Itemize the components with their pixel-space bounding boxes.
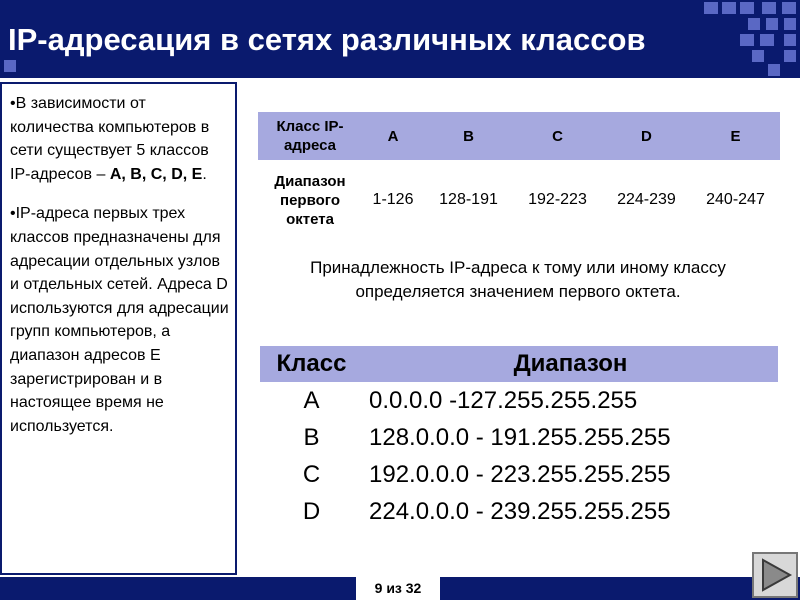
table-header-cell: A [362, 112, 424, 160]
table-header-cell: E [691, 112, 780, 160]
class-note: Принадлежность IP-адреса к тому или иному классу определяется значением первого октета. [310, 258, 726, 301]
table-cell: 192.0.0.0 - 223.255.255.255 [369, 460, 671, 488]
table-row [260, 456, 778, 493]
table-cell: C [302, 460, 321, 488]
table-row [260, 382, 778, 419]
table-row [258, 160, 780, 240]
table-cell: 128.0.0.0 - 191.255.255.255 [369, 423, 671, 451]
side-text-panel [0, 82, 237, 575]
decor-square [760, 34, 774, 46]
side-paragraph-1 [10, 92, 229, 186]
address-range-table [260, 346, 778, 530]
decor-square [762, 2, 776, 14]
decor-square [748, 18, 760, 30]
table-cell: 1-126 [372, 191, 414, 208]
class-octet-table [258, 112, 780, 240]
slide-title: IP-адресация в сетях различных классов [8, 22, 646, 57]
table-cell: D [302, 497, 321, 525]
table-header-cell: Класс IP-адреса [258, 112, 362, 160]
title-bar [0, 0, 800, 78]
table-header-cell: B [424, 112, 513, 160]
side-text: . [202, 165, 207, 183]
table-cell: 240-247 [706, 191, 765, 208]
decor-square [752, 50, 764, 62]
decor-square [766, 18, 778, 30]
table-cell: 224-239 [617, 191, 676, 208]
decor-square [740, 2, 754, 14]
table-row [258, 112, 780, 160]
table-cell: 128-191 [439, 191, 498, 208]
table-cell: B [303, 423, 320, 451]
decor-square [784, 34, 796, 46]
table-row [260, 493, 778, 530]
table-header-cell: D [602, 112, 691, 160]
decor-square [704, 2, 718, 14]
table-cell: A [303, 386, 320, 414]
decor-square [740, 34, 754, 46]
table-cell: 0.0.0.0 -127.255.255.255 [369, 386, 638, 414]
decor-square [722, 2, 736, 14]
decor-square [782, 2, 796, 14]
decor-square [768, 64, 780, 76]
table-header-cell: C [513, 112, 602, 160]
play-arrow-icon [754, 554, 796, 596]
table-header-cell: Класс [260, 346, 363, 382]
table-cell: 224.0.0.0 - 239.255.255.255 [369, 497, 671, 525]
decor-square [784, 18, 796, 30]
side-paragraph-2: •IP-адреса первых трех классов предназначены для адресации отдельных узлов и отдельных сетей. Адреса D используются для адресации групп компьютеров, а диапазон адресов E зарегистрирован и в настоящее время не используется. [10, 205, 229, 435]
next-slide-button[interactable] [752, 552, 798, 598]
table-row-header: Диапазон первого октета [274, 172, 346, 228]
decor-square [4, 60, 16, 72]
side-text: •В зависимости от количества компьютеров в сети существует 5 классов IP-адресов – [10, 95, 210, 183]
class-list: A, B, C, D, E [109, 165, 203, 183]
table-row [260, 419, 778, 456]
table-cell: 192-223 [528, 191, 587, 208]
decor-square [784, 50, 796, 62]
page-counter: 9 из 32 [356, 577, 440, 600]
table-row [260, 346, 778, 382]
table-header-cell: Диапазон [363, 346, 778, 382]
